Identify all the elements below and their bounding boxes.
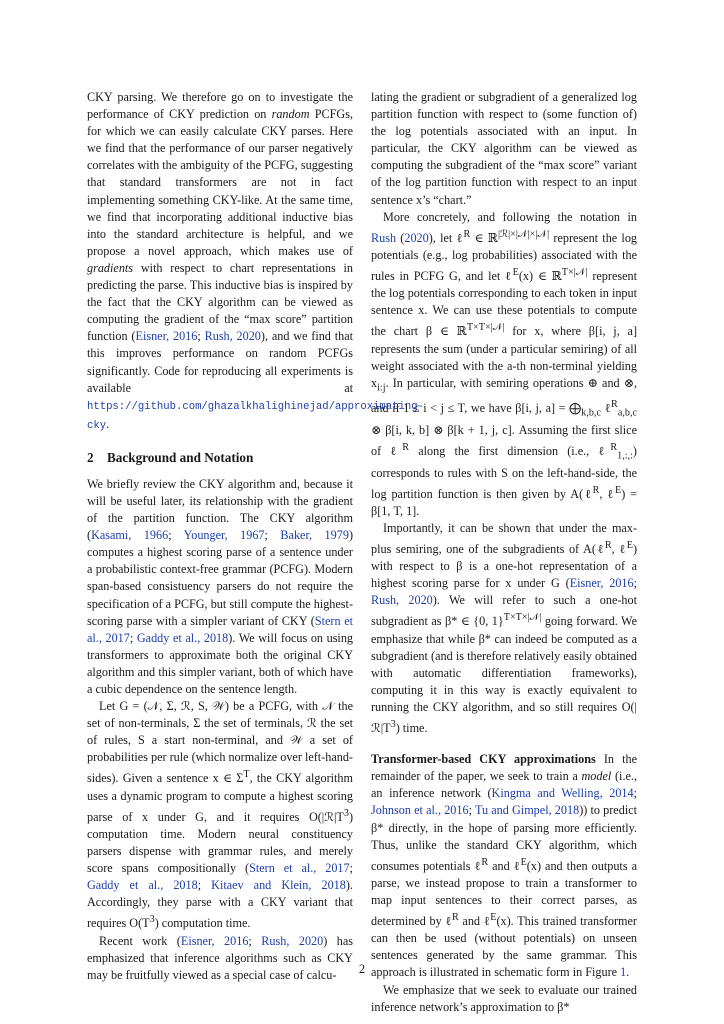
citation-link[interactable]: Stern et al., 2017 bbox=[249, 861, 350, 876]
citation-link[interactable]: Rush bbox=[371, 230, 397, 245]
evaluation-paragraph: We emphasize that we seek to evaluate our trained inference network’s approximation to β* bbox=[371, 982, 637, 1014]
transformer-cky-paragraph: Transformer-based CKY approximations In the remainder of the paper, we seek to train a model (i.e., an inference network (Kingma and Welling, 2014; Johnson et al., 2016; Tu and Gimpel, 2018)) to predict β* directly, in the hope of parsing more efficiently. Thus, unlike the standard CKY algorithm, which consumes potentials ℓ$^R$ and ℓ$^E$(x) and then outputs a parse, we instead propose to train a transformer to map input sentences to their correct parses, as determined by ℓ$^R$ and ℓ$^E$(x). This trained transformer can then be used (without potentials) on unseen sentences generated by the same grammar. This approach is illustrated in schematic form in Figure 1. bbox=[371, 752, 637, 980]
citation-link[interactable]: 2020 bbox=[404, 230, 429, 245]
section-heading bbox=[87, 449, 353, 466]
citation-link[interactable]: Eisner, 2016 bbox=[135, 329, 198, 344]
pcfg-definition-paragraph: Let G = (𝒩, Σ, ℛ, S, 𝒲) be a PCFG, with 𝒩 the set of non-terminals, Σ the set of terminals, ℛ the set of rules, S a start non-terminal, and 𝒲 a set of probabilities per rule (which normalize over left-hand-sides). Given a sentence x ∈ $\Sigma^T$, the CKY algorithm uses a dynamic program to compute a highest scoring parse of x under G, and it requires $O(|ℛ|T^3)$ computation time. Modern neural constituency parsers dispense with grammar rules, and merely score spans compositionally (Stern et al., 2017; Gaddy et al., 2018; Kitaev and Klein, 2018). Accordingly, they parse with a CKY variant that requires $O(T^3)$ computation time. bbox=[87, 699, 353, 931]
citation-link[interactable]: Younger, 1967 bbox=[183, 528, 265, 543]
citation-link[interactable]: Kingma and Welling, 2014 bbox=[491, 786, 634, 801]
citation-link[interactable]: Kasami, 1966 bbox=[91, 528, 169, 543]
notation-paragraph: More concretely, and following the notation in Rush (2020), let ℓ$^R$ ∈ ℝ$^{|ℛ|\times|𝒩|\times|𝒩|}$ represent the log potentials (e.g., log probabilities) associated with the rules in PCFG G, and let ℓ$^E$(x) ∈ ℝ$^{T\times|𝒩|}$ represent the log potentials corresponding to each token in input sentence x. We can use these potentials to compute the chart β ∈ ℝ$^{T\times T\times|𝒩|}$ for x, where β[i, j, a] represents the sum (under a particular semiring) of all weight associated with the a-th non-terminal yielding $x_{i:j}$. In particular, with semiring operations ⊕ and ⊗, and if 1 ≤ i < j ≤ T, we have β[i, j, $a] = ⨁_{k,b,c}$ ℓ$^R_{a,b,c}$ ⊗ β[i, k, b] ⊗ β[k + 1, j, c]. Assuming the first slice of ℓ$^R$ along the first dimension (i.e., ℓ$^R_{1,:,:}$) corresponds to rules with S on the left-hand-side, the log partition function is then given by A(ℓ$^R$, ℓ$^E$) = β[1, T, 1]. bbox=[371, 209, 638, 518]
page-number: 2 bbox=[358, 962, 366, 976]
citation-link[interactable]: Rush, 2020 bbox=[371, 593, 433, 608]
citation-link[interactable]: Gaddy et al., 2018 bbox=[136, 630, 229, 645]
intro-paragraph-end: CKY parsing. We therefore go on to investigate the performance of CKY prediction on random PCFGs, for which we can easily calculate CKY parses. Here we find that the performance of our parser negatively correlates with the ambiguity of the PCFG, suggesting that standard transformers are not in fact implementing something CKY-like. At the same time, we find that incorporating additional inductive bias into the standard architecture is helpful, and we propose a novel approach, which makes use of gradients with respect to chart representations in predicting the parse. This inductive bias is inspired by the fact that the CKY algorithm can be viewed as computing the gradient of the “max score” partition function (Eisner, 2016; Rush, 2020), and we find that this improves performance on random PCFGs significantly. Code for reproducing all experiments is available at https://github.com/ghazalkhalighinejad/approximating-cky. bbox=[87, 90, 424, 432]
citation-link[interactable]: Baker, 1979 bbox=[280, 528, 349, 543]
citation-link[interactable]: Stern et al., 2017 bbox=[87, 613, 353, 645]
citation-link[interactable]: Rush, 2020 bbox=[261, 933, 324, 948]
gradient-paragraph: lating the gradient or subgradient of a generalized log partition function with respect to (some function of) the log potentials associated with an input. In particular, the CKY algorithm can be viewed as computing the subgradient of the “max score” variant of the log partition function with respect to an input sentence x’s “chart.” bbox=[371, 90, 637, 207]
section-number: 2 bbox=[87, 449, 94, 465]
figure-link[interactable]: 1 bbox=[620, 965, 627, 980]
citation-link[interactable]: Johnson et al., 2016 bbox=[371, 803, 469, 818]
citation-link[interactable]: Tu and Gimpel, 2018 bbox=[474, 803, 580, 818]
citation-link[interactable]: Kitaev and Klein, 2018 bbox=[211, 878, 346, 893]
right-column bbox=[371, 89, 637, 1016]
citation-link[interactable]: Rush, 2020 bbox=[204, 329, 261, 344]
citation-link[interactable]: Eisner, 2016 bbox=[180, 933, 249, 948]
recent-work-paragraph: Recent work (Eisner, 2016; Rush, 2020) has emphasized that inference algorithms such as CKY may be fruitfully viewed as a special case of calcu- bbox=[87, 933, 354, 982]
section-title: Background and Notation bbox=[107, 449, 254, 465]
background-paragraph: We briefly review the CKY algorithm and, because it will be useful later, its relationship with the gradient of the partition function. The CKY algorithm (Kasami, 1966; Younger, 1967; Baker, 1979) computes a highest scoring parse of a sentence under a probabilistic context-free grammar (PCFG). Modern span-based consistuency parsers do not require the specification of a PCFG, but still compute the highest-scoring parse with a simpler variant of CKY (Stern et al., 2017; Gaddy et al., 2018). We will focus on using transformers to approximate both the original CKY algorithm and this simpler variant, both of which have a cubic dependence on the sentence length. bbox=[87, 476, 354, 696]
citation-link[interactable]: Eisner, 2016 bbox=[569, 576, 634, 591]
code-url-link[interactable]: https://github.com/ghazalkhalighinejad/approximating-cky bbox=[87, 400, 424, 432]
paragraph-heading: Transformer-based CKY approximations bbox=[371, 752, 596, 767]
subgradient-paragraph: Importantly, it can be shown that under the max-plus semiring, one of the subgradients of A(ℓ$^R$, ℓ$^E$) with respect to β is a one-hot representation of a highest scoring parse for x under G (Eisner, 2016; Rush, 2020). We will refer to such a one-hot subgradient as β* ∈ {0, 1}$^{T\times T\times|𝒩|}$ going forward. We emphasize that while β* can indeed be computed as a subgradient (and is therefore relatively easily obtained with automatic differentiation frameworks), computing it in this way is exactly equivalent to running the CKY algorithm, and so still requires $O(|ℛ|T^3)$ time. bbox=[371, 520, 638, 736]
citation-link[interactable]: Gaddy et al., 2018 bbox=[87, 878, 198, 893]
